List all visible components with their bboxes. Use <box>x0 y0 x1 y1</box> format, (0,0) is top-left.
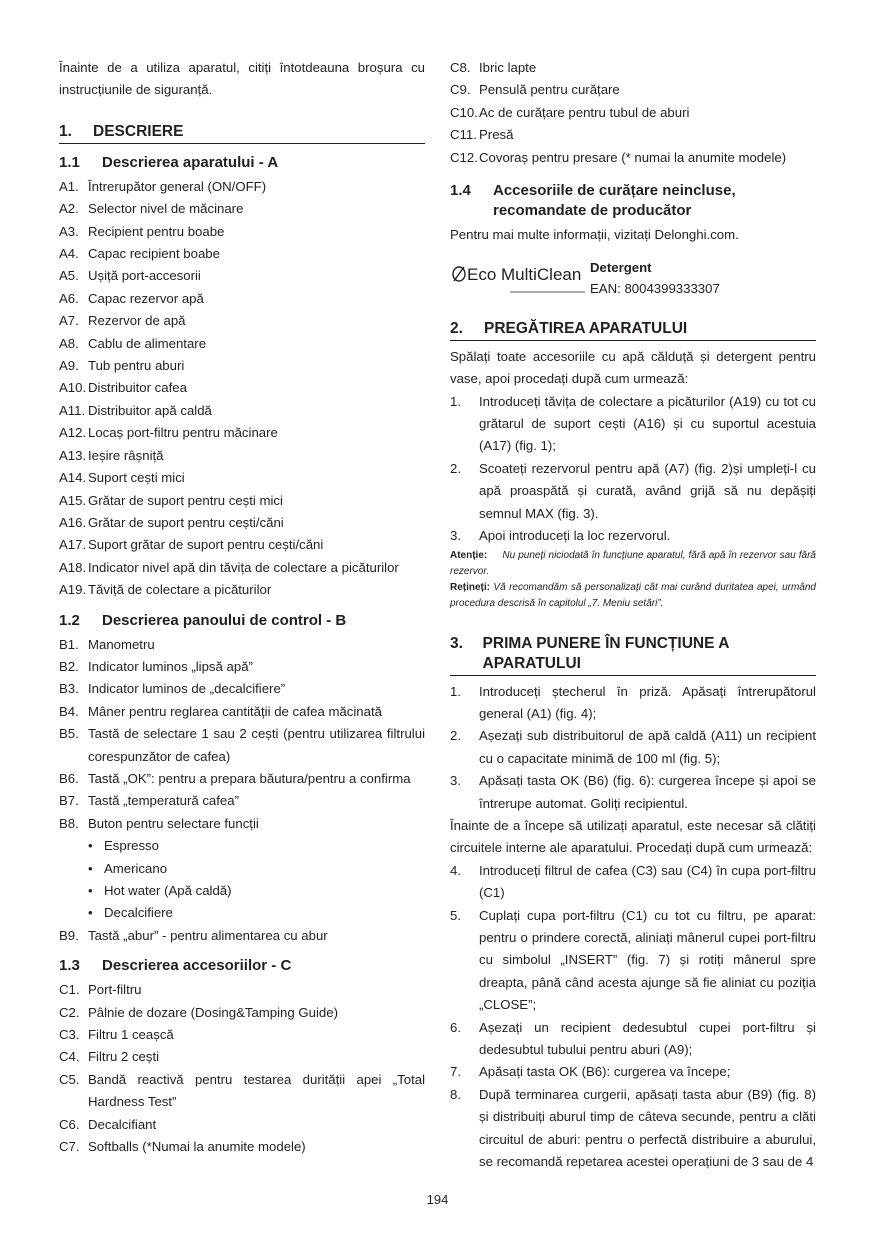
bullet-text: Decalcifiere <box>104 905 173 921</box>
section-number: 3. <box>450 634 463 652</box>
list-item <box>450 147 816 169</box>
item-text: Rezervor de apă <box>88 313 186 329</box>
list-item <box>450 725 816 770</box>
item-text: Locaș port-filtru pentru măcinare <box>88 425 278 441</box>
item-text: Cuplați cupa port-filtru (C1) cu tot cu filtru, pe aparat: pentru o prindere corectă, aliniați mânerul cupei port-filtru cu simbolul „INSERT” (fig. 7) și rotiți mânerul spre dreapta, până când acesta ajunge să fie aliniat cu poziția „CLOSE”; <box>479 907 816 1013</box>
item-text: Pâlnie de dozare (Dosing&Tamping Guide) <box>88 1004 338 1020</box>
list-item <box>450 79 816 101</box>
list-item <box>59 768 425 790</box>
bullet-icon: • <box>88 860 93 876</box>
bullet-icon: • <box>88 905 93 921</box>
item-key: B1. <box>59 636 79 652</box>
section-1-4-text: Pentru mai multe informații, vizitați Delonghi.com. <box>450 227 739 243</box>
list-item <box>59 377 425 399</box>
list-item <box>59 1046 425 1068</box>
list-item <box>450 391 816 458</box>
item-text: Grătar de suport pentru cești/căni <box>88 514 284 530</box>
section-number: 1.3 <box>59 957 80 975</box>
item-key: 2. <box>450 460 461 476</box>
item-key: 3. <box>450 773 461 789</box>
item-key: 1. <box>450 683 461 699</box>
accessories-list <box>59 979 425 1158</box>
item-text: Tastă „OK”: pentru a prepara băutura/pentru a confirma <box>88 770 411 786</box>
section-number: 1. <box>59 122 72 140</box>
section-title: Descrierea aparatului - A <box>102 153 279 171</box>
list-item <box>59 400 425 422</box>
list-item: B9. Tastă „abur” - pentru alimentarea cu abur <box>59 927 328 943</box>
item-text: Suport cești mici <box>88 470 185 486</box>
section-title: DESCRIERE <box>93 122 184 140</box>
list-item <box>450 1017 816 1062</box>
section-1-3-heading <box>59 956 425 976</box>
bullet-text: Hot water (Apă caldă) <box>104 883 232 898</box>
section-number: 1.2 <box>59 611 80 629</box>
list-item <box>59 512 425 534</box>
detergent-ean: EAN: 8004399333307 <box>590 281 720 297</box>
item-key: C3. <box>59 1027 80 1043</box>
item-text: Ieșire râșniță <box>88 447 164 463</box>
section-title: PRIMA PUNERE ÎN FUNCȚIUNE A APARATULUI <box>482 634 729 672</box>
item-key: A12. <box>59 425 87 441</box>
item-text: Covoraș pentru presare (* numai la anumite modele) <box>479 149 787 165</box>
section-1-4-heading <box>450 181 816 221</box>
list-item <box>59 490 425 512</box>
item-key: B6. <box>59 770 79 786</box>
section-number: 1.1 <box>59 153 80 171</box>
item-key: C5. <box>59 1071 80 1087</box>
section-2-heading <box>450 319 816 341</box>
item-key: 6. <box>450 1019 461 1035</box>
item-text: Manometru <box>88 636 155 652</box>
item-text: Tastă „temperatură cafea” <box>88 793 239 809</box>
item-key: 4. <box>450 862 461 878</box>
list-item <box>59 634 425 656</box>
list-item <box>59 467 425 489</box>
item-key: A4. <box>59 246 79 262</box>
list-item <box>59 288 425 310</box>
section-1-2-heading <box>59 611 425 631</box>
list-item <box>59 813 425 835</box>
item-key: A8. <box>59 335 79 351</box>
item-key: C7. <box>59 1139 80 1155</box>
item-text: Capac rezervor apă <box>88 290 204 306</box>
section-title: PREGĂTIREA APARATULUI <box>484 319 688 337</box>
list-item <box>59 1002 425 1024</box>
list-item <box>59 243 425 265</box>
bullet-item <box>59 902 425 924</box>
item-key: 8. <box>450 1086 461 1102</box>
logo-text: Eco MultiClean <box>467 265 582 285</box>
list-item <box>59 979 425 1001</box>
list-item <box>59 445 425 467</box>
item-key: C2. <box>59 1004 80 1020</box>
item-text: Indicator nivel apă din tăvița de colectare a picăturilor <box>88 559 399 575</box>
item-text: Introduceți ștecherul în priză. Apăsați întrerupătorul general (A1) (fig. 4); <box>479 683 816 721</box>
item-key: A7. <box>59 313 79 329</box>
item-text: Bandă reactivă pentru testarea durității apei „Total Hardness Test” <box>88 1071 425 1110</box>
item-text: Presă <box>479 127 514 143</box>
list-item <box>450 770 816 815</box>
item-text: Apăsați tasta OK (B6) (fig. 6): curgerea începe și apoi se întrerupe automat. Goliți recipientul. <box>479 773 816 811</box>
page-number: 194 <box>426 1192 449 1207</box>
item-text: Apoi introduceți la loc rezervorul. <box>479 528 671 544</box>
item-key: B5. <box>59 726 79 742</box>
list-item <box>450 102 816 124</box>
item-text: Tăviță de colectare a picăturilor <box>88 582 272 598</box>
item-text: Filtru 1 ceașcă <box>88 1027 174 1043</box>
rinse-steps <box>450 860 816 1174</box>
item-text: Softballs (*Numai la anumite modele) <box>88 1139 306 1155</box>
item-text: Ibric lapte <box>479 60 537 75</box>
item-text: Capac recipient boabe <box>88 246 220 262</box>
right-column <box>450 57 816 1173</box>
item-key: C1. <box>59 982 80 998</box>
item-key: A13. <box>59 447 87 463</box>
list-item <box>59 198 425 220</box>
list-item <box>59 221 425 243</box>
list-item <box>59 678 425 700</box>
section-1-1-heading <box>59 153 425 173</box>
item-key: B8. <box>59 815 79 831</box>
item-key: A17. <box>59 537 87 553</box>
attention-note: Atenție: Nu puneți niciodată în funcțiune aparatul, fără apă în rezervor sau fără rezervor. <box>450 549 816 577</box>
list-item <box>59 701 425 723</box>
item-text: Distribuitor cafea <box>88 380 187 396</box>
list-item <box>59 656 425 678</box>
item-key: A9. <box>59 358 79 374</box>
eco-multiclean-logo <box>450 258 590 298</box>
item-text: Suport grătar de suport pentru cești/căni <box>88 537 324 553</box>
item-key: A3. <box>59 223 79 239</box>
item-text: Indicator luminos de „decalcifiere” <box>88 681 286 697</box>
item-key: 7. <box>450 1064 461 1080</box>
item-text: Buton pentru selectare funcții <box>88 815 259 831</box>
list-item <box>59 1136 425 1158</box>
item-text: Introduceți tăvița de colectare a picăturilor (A19) cu tot cu grătarul de suport cești (A16) și cu suportul acestuia (A17) (fig. 1); <box>479 393 816 454</box>
item-key: C9. <box>450 82 471 98</box>
function-bullets <box>59 835 425 925</box>
item-key: A16. <box>59 514 87 530</box>
item-text: Tastă de selectare 1 sau 2 cești (pentru utilizarea filtrului corespunzător de cafea) <box>88 726 425 764</box>
list-item <box>450 57 816 79</box>
item-text: După terminarea curgerii, apăsați tasta abur (B9) (fig. 8) și distribuiți aburul timp de câteva secunde, pentru a clăti circuitul de aburi: pentru o perfectă distribuire a aburului, se recomandă repetarea acestei operațiuni de 3 sau de 4 <box>479 1086 816 1170</box>
item-key: A19. <box>59 582 87 598</box>
item-text: Recipient pentru boabe <box>88 223 225 239</box>
list-item <box>59 310 425 332</box>
accessories-list-continued <box>450 57 816 169</box>
section-1-heading <box>59 122 425 144</box>
section-title: Descrierea accesoriilor - C <box>102 957 292 975</box>
item-key: C8. <box>450 60 471 75</box>
item-text: Tub pentru aburi <box>88 358 185 374</box>
list-item <box>59 333 425 355</box>
bullet-item <box>59 880 425 902</box>
detergent-info <box>590 258 720 300</box>
list-item <box>450 1061 816 1083</box>
list-item <box>59 1069 425 1114</box>
detergent-title: Detergent <box>590 260 652 276</box>
item-key: A2. <box>59 201 79 217</box>
list-item <box>59 790 425 812</box>
item-key: C4. <box>59 1049 80 1065</box>
bullet-item <box>59 858 425 880</box>
list-item <box>59 1114 425 1136</box>
item-text: Așezați un recipient dedesubtul cupei port-filtru și dedesubtul tubului pentru aburi (A9); <box>479 1019 816 1057</box>
item-key: A14. <box>59 470 87 486</box>
item-key: C6. <box>59 1116 80 1132</box>
item-text: Port-filtru <box>88 982 142 998</box>
item-text: Pensulă pentru curățare <box>479 82 620 98</box>
item-key: 2. <box>450 728 461 744</box>
item-key: B4. <box>59 703 79 719</box>
item-text: Filtru 2 cești <box>88 1049 160 1065</box>
detergent-product <box>450 258 816 300</box>
list-item <box>59 557 425 579</box>
item-text: Indicator luminos „lipsă apă” <box>88 658 253 674</box>
section-number: 2. <box>450 319 463 337</box>
section-title: Accesoriile de curățare neincluse, recomandate de producător <box>493 182 736 220</box>
item-text: Cablu de alimentare <box>88 335 207 351</box>
item-key: B7. <box>59 793 79 809</box>
bullet-text: Americano <box>104 860 168 876</box>
section-title: Descrierea panoului de control - B <box>102 611 347 629</box>
item-text: Scoateți rezervorul pentru apă (A7) (fig. 2)și umpleți-l cu apă proaspătă și curată, având grijă să nu depășiți semnul MAX (fig. 3). <box>479 460 816 521</box>
list-item <box>59 422 425 444</box>
bullet-icon: • <box>88 883 93 898</box>
item-key: A1. <box>59 178 79 194</box>
item-key: 1. <box>450 393 461 409</box>
item-text: Selector nivel de măcinare <box>88 201 244 217</box>
list-item <box>450 525 816 547</box>
item-key: B2. <box>59 658 79 674</box>
list-item <box>450 905 816 1017</box>
section-3-mid-text: Înainte de a începe să utilizați aparatul, este necesar să clătiți circuitele interne ale aparatului. Procedați după cum urmează: <box>450 817 816 856</box>
list-item <box>59 534 425 556</box>
item-key: C10. <box>450 104 478 120</box>
section-2-intro: Spălați toate accesoriile cu apă călduță și detergent pentru vase, apoi procedați după cum urmează: <box>450 348 816 387</box>
item-key: A11. <box>59 402 86 418</box>
list-item <box>450 860 816 905</box>
item-text: Mâner pentru reglarea cantității de cafea măcinată <box>88 703 382 719</box>
bullet-text: Espresso <box>104 838 159 854</box>
list-item <box>450 124 816 146</box>
item-key: A18. <box>59 559 87 575</box>
list-item <box>59 355 425 377</box>
list-item <box>59 723 425 768</box>
item-key: 3. <box>450 528 461 544</box>
intro-text: Înainte de a utiliza aparatul, citiți întotdeauna broșura cu instrucțiunile de siguranță. <box>59 60 425 98</box>
item-text: Decalcifiant <box>88 1116 157 1132</box>
list-item <box>59 1024 425 1046</box>
bullet-item <box>59 835 425 857</box>
item-key: 5. <box>450 907 461 923</box>
item-text: Apăsați tasta OK (B6): curgerea va începe; <box>479 1064 731 1080</box>
first-use-steps <box>450 681 816 815</box>
item-key: A15. <box>59 492 87 508</box>
item-text: Ușiță port-accesorii <box>88 268 201 284</box>
item-text: Întrerupător general (ON/OFF) <box>88 178 267 194</box>
item-key: B3. <box>59 681 79 697</box>
list-item <box>59 176 425 198</box>
list-item <box>450 1084 816 1174</box>
control-panel-list <box>59 634 425 836</box>
section-3-heading <box>450 634 816 676</box>
list-item <box>450 681 816 726</box>
list-item <box>450 458 816 525</box>
item-text: Așezați sub distribuitorul de apă caldă (A11) un recipient cu o capacitate minimă de 100 ml (fig. 5); <box>479 728 816 766</box>
item-text: Introduceți filtrul de cafea (C3) sau (C4) în cupa port-filtru (C1) <box>479 862 816 901</box>
item-key: C11. <box>450 127 477 143</box>
item-text: Distribuitor apă caldă <box>88 402 212 418</box>
appliance-parts-list <box>59 176 425 602</box>
bullet-icon: • <box>88 838 93 854</box>
item-key: C12. <box>450 149 478 165</box>
remember-note: Rețineți: Vă recomandăm să personalizați cât mai curând duritatea apei, urmând procedura descrisă în capitolul „7. Meniu setări”. <box>450 581 816 609</box>
list-item <box>59 265 425 287</box>
item-text: Ac de curățare pentru tubul de aburi <box>479 104 690 120</box>
preparation-steps <box>450 391 816 548</box>
left-column <box>59 57 425 1158</box>
item-key: A5. <box>59 268 79 284</box>
list-item <box>59 579 425 601</box>
item-key: A10. <box>59 380 87 396</box>
item-text: Grătar de suport pentru cești mici <box>88 492 283 508</box>
item-key: A6. <box>59 290 79 306</box>
section-number: 1.4 <box>450 182 471 200</box>
